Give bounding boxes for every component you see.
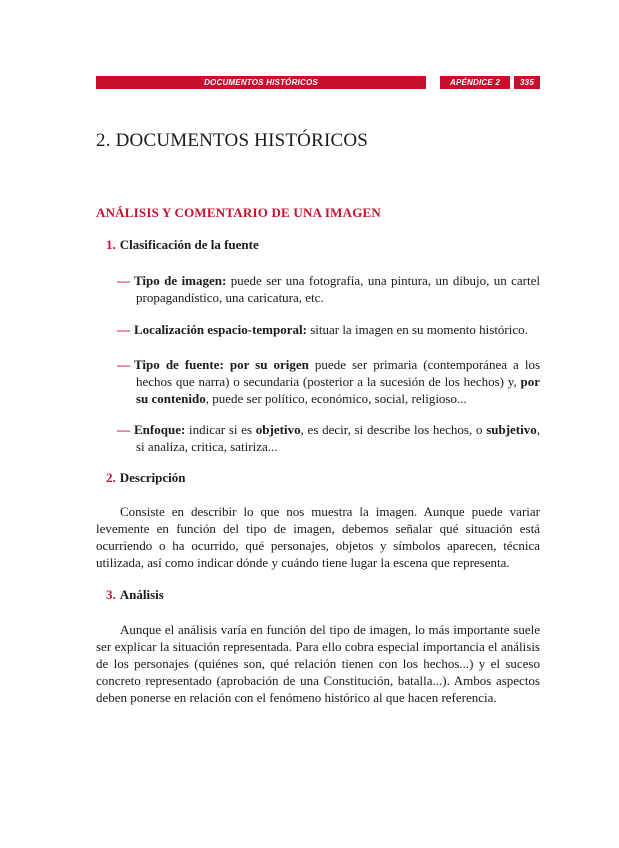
item-text: , puede ser político, económico, social, religioso... <box>205 391 467 406</box>
item-text: puede ser primaria (contemporánea a los hechos que narra) o secundaria (posterior a la sucesión de los hechos) y, <box>136 357 541 389</box>
list-item-localizacion <box>117 321 540 338</box>
item-term: Localización espacio-temporal: <box>134 322 307 337</box>
item-term-subjetivo: subjetivo <box>486 422 537 437</box>
list-item-enfoque <box>117 421 540 455</box>
running-header-section-label: DOCUMENTOS HISTÓRICOS <box>204 78 318 87</box>
item-term-contenido: por su contenido <box>136 374 540 406</box>
paragraph-descripcion: Consiste en describir lo que nos muestra la imagen. Aunque puede variar levemente en función del tipo de imagen, debemos señalar qué situación está ocurriendo o ha ocurrido, qué personajes, objetos y símbolos aparecen, técnica utilizada, así como indicar dónde y cuándo tiene lugar la escena que representa. <box>96 504 540 570</box>
subsection-title: Clasificación de la fuente <box>119 237 259 252</box>
subsection-number: 2. <box>106 470 116 485</box>
subsection-heading-analisis <box>106 587 164 603</box>
item-term: Tipo de fuente: por su origen <box>134 357 309 372</box>
item-text: indicar si es <box>185 422 256 437</box>
running-header-appendix <box>440 76 510 89</box>
page-title: 2. DOCUMENTOS HISTÓRICOS <box>96 130 369 151</box>
running-header-section <box>96 76 426 89</box>
item-term: Enfoque: <box>134 422 186 437</box>
dash-bullet: — <box>117 273 130 288</box>
dash-bullet: — <box>117 422 130 437</box>
item-text: situar la imagen en su momento histórico. <box>306 322 528 337</box>
page-number-label: 335 <box>520 78 534 87</box>
list-item-tipo-imagen <box>117 272 540 306</box>
item-term: Tipo de imagen: <box>134 273 227 288</box>
subsection-heading-clasificacion <box>106 237 259 253</box>
subsection-heading-descripcion <box>106 470 185 486</box>
item-text: , es decir, si describe los hechos, o <box>300 422 487 437</box>
item-text: puede ser una fotografía, una pintura, un dibujo, un cartel propagandístico, una caricatura, etc. <box>136 273 540 305</box>
running-header-appendix-label: APÉNDICE 2 <box>449 78 500 87</box>
list-item-tipo-fuente <box>117 356 540 407</box>
subsection-title: Descripción <box>119 470 186 485</box>
paragraph-analisis: Aunque el análisis varía en función del tipo de imagen, lo más importante suele ser explicar la situación representada. Para ello cobra especial importancia el análisis de los personajes (quiénes son, qué relación tienen con los hechos...) y el suceso concreto representado (aprobación de una Constitución, batalla...). Ambos aspectos deben ponerse en relación con el fenómeno histórico al que hacen referencia. <box>96 622 540 705</box>
item-term-objetivo: objetivo <box>255 422 301 437</box>
section-title: ANÁLISIS Y COMENTARIO DE UNA IMAGEN <box>96 205 381 220</box>
subsection-title: Análisis <box>119 587 164 602</box>
dash-bullet: — <box>117 357 130 372</box>
dash-bullet: — <box>117 322 130 337</box>
subsection-number: 3. <box>106 587 116 602</box>
subsection-number: 1. <box>106 237 116 252</box>
page-number <box>514 76 540 89</box>
item-text: , si analiza, critica, satiriza... <box>136 422 540 454</box>
